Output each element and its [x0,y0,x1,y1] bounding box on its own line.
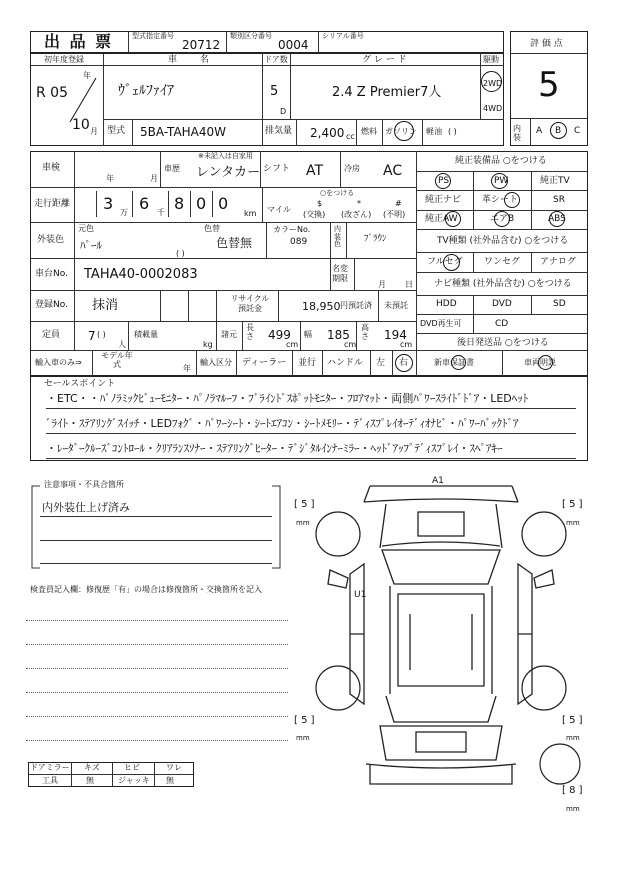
recycle-not: 未預託 [384,301,408,310]
tire-front-right-depth: [ 5 ] [562,499,583,510]
load-unit: kg [203,340,213,349]
fuel-other: ( ) [448,127,457,136]
tv-analog: アナログ [540,257,577,267]
tools-h4: ワレ [166,763,182,772]
mileage-hash: # [395,199,402,208]
equip-pw: PW [494,176,509,186]
mileage-km: km [244,209,257,218]
notes-line-1: 内外装仕上げ済み [42,501,130,514]
rating-value: 5 [538,65,560,105]
equip-std-label: 純正装備品 ○をつける [455,156,547,166]
mileage-sen: 千 [157,208,165,217]
reg-no: 抹消 [92,298,119,313]
tools-v4: 無 [166,776,174,785]
equip-tv: 純正TV [540,176,570,186]
model: 5BA-TAHA40W [140,125,227,139]
car-name: ｳﾞｪﾙﾌｧｲｱ [118,83,174,99]
mark-u1: U1 [354,590,367,600]
equip-ps-circle [435,173,451,189]
height: 194 [384,328,407,342]
handle-right-circle [395,354,413,372]
fuel-gasoline-circle [394,121,414,141]
height-label: 高さ [361,323,369,341]
grade-label: グ レ ー ド [362,55,407,65]
later-manual: 車両明説 [524,358,556,367]
tire-rear-right-depth: [ 5 ] [562,715,583,726]
height-unit: cm [400,340,413,349]
chassis-label: 車台No. [35,269,68,279]
tv-type-label: TV種類 (社外品含む) ○をつける [437,236,569,246]
equip-airbag-circle [494,211,510,227]
equip-aw: 純正AW [425,214,458,224]
navi-type-label: ナビ種類 (社外品含む) ○をつける [434,279,572,289]
shift-label: シフト [263,164,291,174]
length: 499 [268,328,291,342]
tire-rear-left-depth: [ 5 ] [294,715,315,726]
import-dealer: ディーラー [242,358,287,368]
fuel-label: 燃料 [361,127,377,136]
rating-label: 評 価 点 [530,39,563,49]
mileage-digit-3: 8 [174,194,185,213]
tv-fullseg: フルセグ [427,257,463,267]
inspection-month-label: 月 [150,174,158,183]
navi-hdd: HDD [436,299,457,309]
orig-color: ﾊﾟｰﾙ [80,239,102,252]
doors: 5 [270,84,279,99]
history-label: 車歴 [164,164,180,173]
tv-oneseg: ワンセグ [484,257,521,267]
mileage-mile: マイル [267,205,291,214]
capacity-label: 定員 [42,330,61,340]
tools-h2: キズ [84,763,100,772]
mileage-digit-1: 3 [103,194,114,213]
recycle: 18,950 [302,300,341,313]
int-color: ﾌﾞﾗｳﾝ [364,234,387,244]
sales-line-2: ﾞﾗｲﾄ・ｽﾃｱﾘﾝｸﾞｽｲｯﾁ・LEDﾌｫｸﾞ・ﾊﾟﾜｰｼｰﾄ・ｼｰﾄｴｱｺﾝ・ｼｰﾄﾒﾓﾘｰ・ﾃﾞｨｽﾌﾟﾚｲｵｰﾃﾞｨｵﾅﾋﾞ・ﾊﾟﾜｰﾊﾞｯｸﾄﾞｱ [46,417,519,430]
car-diagram [290,474,590,814]
drive-2wd: 2WD [483,79,503,88]
load-label: 積載量 [134,330,158,339]
color-no-label: カラーNo. [273,225,311,234]
equip-abs: ABS [548,214,566,224]
fuel-diesel: 軽油 [426,127,442,136]
notes-label: 注意事項・不具合箇所 [44,480,124,489]
displacement-unit: cc [346,132,355,141]
interior-b-circle [550,122,567,139]
mileage-star: * [357,199,361,208]
dims-label: 諸元 [221,330,237,339]
grade: 2.4 Z Premier7人 [332,85,442,100]
mileage-unit-note: ○をつける [320,189,355,197]
tools-h1: ドアミラー [30,763,70,772]
sales-line-3: ・ﾚｰﾀﾞｰｸﾙｰｽﾞｺﾝﾄﾛｰﾙ・ｸﾘｱﾗﾝｽｿﾅｰ・ｽﾃｱﾘﾝｸﾞﾋｰﾀｰ・ﾃﾞｼﾞﾀﾙｲﾝﾅｰﾐﾗｰ・ﾍｯﾄﾞｱｯﾌﾟﾃﾞｨｽﾌﾟﾚｲ・ｽﾍﾟｱｷｰ [46,442,503,455]
tire-rear-left-unit: mm [296,734,310,742]
later-warranty-circle [451,355,466,370]
orig-color-label: 元色 [78,224,94,233]
repaint-label: 色替 [204,224,220,233]
drive-2wd-circle [481,71,502,92]
equip-airbag: エアB [490,214,515,224]
inspector-label: 検査員記入欄：修復歴「有」の場合は修復箇所・交換箇所を記入 [30,585,262,594]
drive-4wd: 4WD [483,104,503,113]
mileage-tampered: (改ざん) [341,210,372,219]
inspection-year-label: 年 [106,174,114,183]
equip-aw-circle [445,211,461,227]
displacement-label: 排気量 [265,126,293,136]
length-unit: cm [286,340,299,349]
ac-label: 冷房 [344,164,360,173]
first-reg-year-suffix: 年 [83,71,91,80]
cd: CD [495,319,509,329]
ac: AC [383,163,403,179]
class-no-label: 類別区分番号 [230,32,272,40]
tire-spare-depth: [ 8 ] [562,785,583,796]
repaint-paren: ( ) [176,249,185,258]
import-label: 輸入車のみ⇒ [35,358,82,367]
equip-abs-circle [549,211,565,227]
type-no-label: 型式指定番号 [132,32,174,40]
later-ship-label: 後日発送品 ○をつける [457,338,549,348]
equip-sr: SR [553,195,565,205]
later-warranty: 新車保証書 [434,358,474,367]
tire-front-right-unit: mm [566,519,580,527]
mileage-exchanged: (交換) [303,210,326,219]
notes-bracket [28,484,284,572]
fuel-gasoline: ガソリン [385,127,417,136]
title-exp-month: 月 [378,280,386,289]
import-type-label: 輸入区分 [200,358,232,367]
tire-spare-unit: mm [566,805,580,813]
handle-right: 右 [399,358,409,368]
tools-v3: ジャッキ [118,776,150,785]
class-no: 0004 [278,38,309,52]
interior-b: B [555,126,562,136]
car-name-label: 車 名 [168,55,219,65]
mileage-label: 走行距離 [34,199,71,209]
mileage-man: 万 [120,208,128,217]
width-unit: cm [344,340,357,349]
tv-fullseg-circle [443,254,460,271]
doors-label: ドア数 [264,55,288,64]
color-no: 089 [290,237,308,247]
handle-left: 左 [376,358,386,368]
interior-a: A [536,126,543,136]
width: 185 [327,328,350,342]
first-reg-month: 10 [72,117,90,133]
sales-label: セールスポイント [44,379,116,389]
mileage-digit-4: 0 [196,194,207,213]
equip-navi: 純正ナビ [425,195,462,205]
tire-front-left-depth: [ 5 ] [294,499,315,510]
chassis: TAHA40-0002083 [84,267,198,282]
type-no: 20712 [182,38,221,52]
tire-front-left-unit: mm [296,519,310,527]
sales-line-1: ・ETC・・ﾊﾟﾉﾗﾐｯｸﾋﾞｭｰﾓﾆﾀｰ・ﾊﾟﾉﾗﾏﾙｰﾌ・ﾌﾞﾗｲﾝﾄﾞｽﾎﾟｯﾄﾓﾆﾀｰ・ﾌﾛｱﾏｯﾄ・両側ﾊﾟﾜｰｽﾗｲﾄﾞﾄﾞｱ・LEDﾍｯﾄ [46,392,529,405]
serial-label: シリアル番号 [322,32,364,40]
length-label: 長さ [246,323,254,341]
navi-dvd: DVD [492,299,512,309]
doors-sub: D [280,107,287,116]
recycle-unit: 円預託済 [340,301,372,310]
title-exp-day: 日 [405,280,413,289]
shift: AT [306,163,324,179]
mileage-dollar: $ [317,199,323,208]
mileage-digit-5: 0 [218,194,229,213]
tools-v1: 工具 [42,776,58,785]
first-reg-era: R 05 [36,85,68,101]
later-manual-circle [538,355,553,370]
dvd-play-label: DVD再生可 [420,319,462,328]
recycle-label: リサイクル預託金 [230,294,270,313]
inspection-label: 車検 [42,163,61,173]
tools-h3: ヒビ [124,763,140,772]
mark-a1: A1 [432,476,444,486]
mileage-unknown: (不明) [383,210,406,219]
title-exp-label: 名変期限 [332,264,348,283]
displacement: 2,400 [310,126,345,140]
capacity: 7 [88,329,96,343]
int-color-label: 内装色 [334,225,341,249]
model-year-suffix: 年 [183,364,191,373]
capacity-unit: 人 [118,340,126,349]
equip-ps: PS [438,176,450,186]
reg-no-label: 登録No. [35,300,68,310]
capacity-paren: ( ) [97,330,106,339]
model-year-label: モデル年式 [101,351,133,369]
drive-label: 駆動 [483,55,499,64]
history-note: ※未記入は自家用 [198,152,253,160]
interior-c: C [574,126,581,136]
tools-v2: 無 [86,776,94,785]
first-reg-label: 初年度登録 [44,55,84,64]
interior-label: 内装 [513,124,521,142]
form-title: 出 品 票 [44,32,114,51]
mileage-digit-2: 6 [139,194,150,213]
equip-leather: 革シート [482,195,519,205]
model-label: 型式 [107,126,126,136]
width-label: 幅 [304,330,312,339]
equip-leather-circle [504,192,520,208]
import-parallel: 並行 [298,358,317,368]
tire-rear-right-unit: mm [566,734,580,742]
equip-pw-circle [491,173,508,189]
repaint: 色替無 [216,236,253,250]
navi-sd: SD [553,299,566,309]
history: レンタカー [196,165,261,180]
handle-label: ハンドル [327,358,364,368]
ext-color-label: 外装色 [37,235,65,245]
first-reg-month-suffix: 月 [90,127,98,136]
